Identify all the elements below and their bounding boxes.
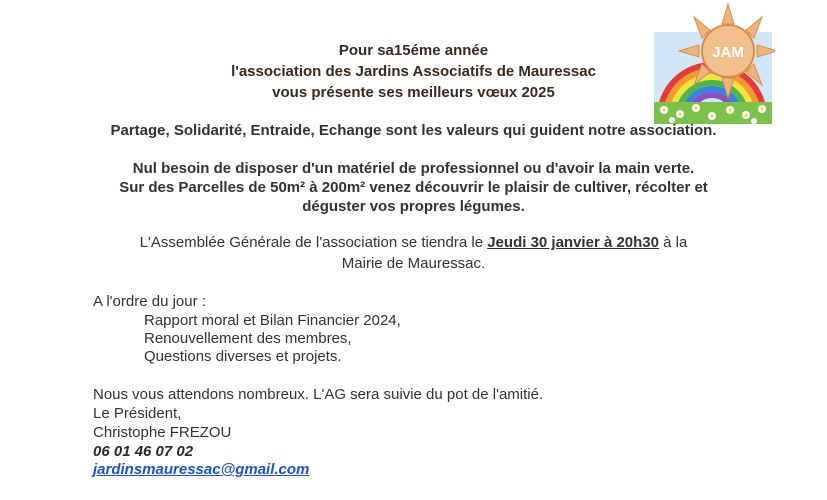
- agenda-item: Rapport moral et Bilan Financier 2024,: [144, 312, 401, 329]
- agenda-item: Questions diverses et projets.: [144, 348, 342, 365]
- pitch-line-1: Nul besoin de disposer d'un matériel de professionnel ou d'avoir la main verte.: [132, 160, 695, 177]
- pitch-line-2: Sur des Parcelles de 50m² à 200m² venez découvrir le plaisir de cultiver, récolter et: [119, 179, 708, 196]
- header-line-1: Pour sa15éme année: [338, 42, 489, 59]
- header-line-2: l'association des Jardins Associatifs de Mauressac: [231, 63, 596, 80]
- signature-name: Christophe FREZOU: [93, 424, 232, 441]
- assembly-date: Jeudi 30 janvier à 20h30: [487, 234, 659, 251]
- header-line-3: vous présente ses meilleurs vœux 2025: [272, 84, 555, 101]
- svg-text:JAM: JAM: [712, 44, 744, 61]
- assembly-text-before: L'Assemblée Générale de l'association se tiendra le: [139, 234, 488, 251]
- pitch-line-3: déguster vos propres légumes.: [302, 198, 525, 215]
- contact-phone: 06 01 46 07 02: [93, 443, 194, 460]
- closing-line: Nous vous attendons nombreux. L'AG sera suivie du pot de l'amitié.: [93, 386, 544, 403]
- contact-email-link[interactable]: jardinsmauressac@gmail.com: [93, 461, 310, 478]
- agenda-item: Renouvellement des membres,: [144, 330, 352, 347]
- assembly-text-after: à la: [659, 234, 688, 251]
- agenda-heading: A l'ordre du jour :: [93, 293, 206, 310]
- assembly-line-2: Mairie de Mauressac.: [341, 255, 486, 272]
- assembly-line-1: [0, 234, 827, 251]
- signature-role: Le Président,: [93, 405, 182, 422]
- values-line: Partage, Solidarité, Entraide, Echange sont les valeurs qui guident notre association.: [110, 122, 717, 139]
